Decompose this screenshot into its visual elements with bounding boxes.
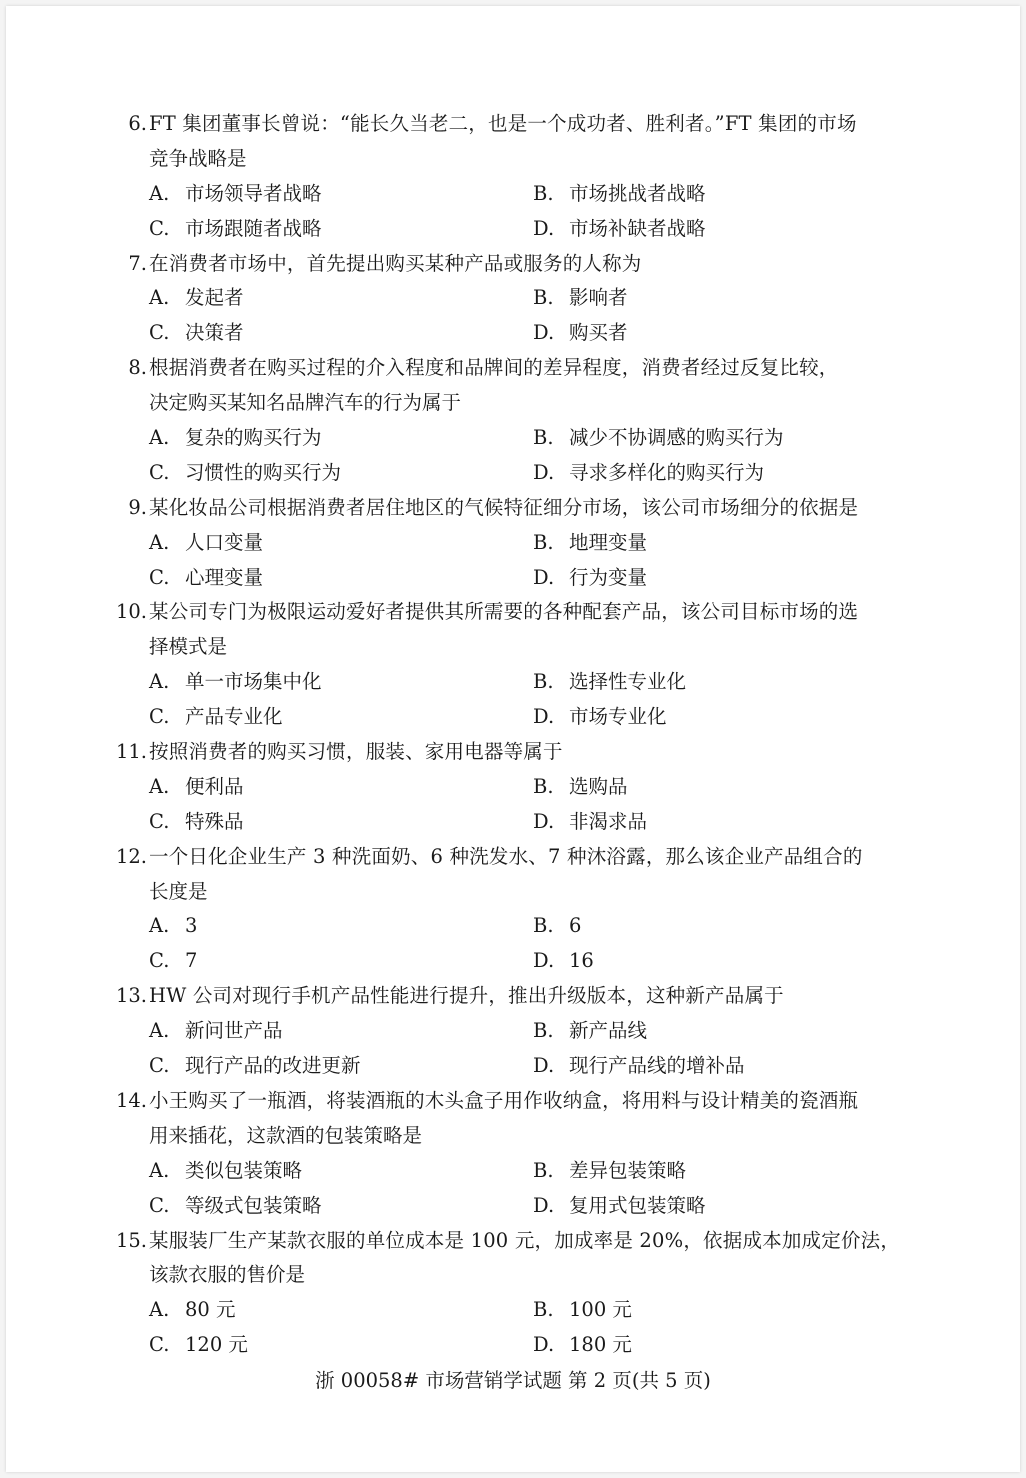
answer-option: [533, 456, 764, 491]
option-row: [6, 1154, 1020, 1189]
answer-option: [533, 421, 784, 456]
option-letter: D.: [533, 460, 555, 484]
answer-option: [533, 1189, 706, 1224]
option-letter: B.: [533, 181, 554, 205]
option-row: [6, 456, 1020, 491]
option-letter: B.: [533, 1298, 554, 1322]
option-letter: A.: [149, 426, 170, 450]
option-text: 6: [569, 914, 582, 938]
answer-option: [149, 700, 283, 735]
option-letter: B.: [533, 426, 554, 450]
option-text: 选购品: [569, 774, 628, 798]
option-letter: C.: [149, 1054, 170, 1078]
answer-option: [149, 909, 197, 944]
option-row: [6, 1293, 1020, 1328]
option-text: 新产品线: [569, 1019, 648, 1043]
option-row: [6, 909, 1020, 944]
option-text: 影响者: [569, 286, 628, 310]
question-stem-text: 根据消费者在购买过程的介入程度和品牌间的差异程度，消费者经过反复比较，: [149, 356, 839, 380]
option-text: 7: [185, 949, 198, 973]
answer-option: [149, 1328, 248, 1363]
answer-option: [533, 1328, 632, 1363]
option-text: 减少不协调感的购买行为: [569, 426, 784, 450]
question-stem-line: [6, 875, 1020, 910]
option-text: 市场跟随者战略: [185, 216, 322, 240]
option-letter: C.: [149, 809, 170, 833]
option-row: [6, 177, 1020, 212]
option-text: 市场挑战者战略: [569, 181, 706, 205]
answer-option: [533, 1293, 632, 1328]
question-15: [6, 1224, 1020, 1364]
option-row: [6, 421, 1020, 456]
answer-option: [149, 456, 341, 491]
option-letter: A.: [149, 286, 170, 310]
question-stem-text: FT 集团董事长曾说：“能长久当老二，也是一个成功者、胜利者。”FT 集团的市场: [149, 112, 857, 135]
option-row: [6, 1189, 1020, 1224]
option-text: 地理变量: [569, 530, 648, 554]
option-letter: D.: [533, 216, 555, 240]
question-14: [6, 1084, 1020, 1224]
answer-option: [533, 944, 594, 979]
option-row: [6, 1328, 1020, 1363]
answer-option: [533, 1154, 686, 1189]
option-letter: A.: [149, 670, 170, 694]
answer-option: [149, 1293, 236, 1328]
option-text: 120 元: [185, 1333, 248, 1357]
option-text: 复用式包装策略: [569, 1193, 706, 1217]
question-11: [6, 735, 1020, 840]
question-stem-text: 按照消费者的购买习惯，服装、家用电器等属于: [149, 740, 563, 764]
option-row: [6, 561, 1020, 596]
answer-option: [149, 1189, 322, 1224]
option-text: 行为变量: [569, 565, 648, 589]
option-letter: C.: [149, 705, 170, 729]
answer-option: [149, 212, 322, 247]
option-letter: D.: [533, 1193, 555, 1217]
answer-option: [533, 1049, 745, 1084]
option-letter: B.: [533, 1019, 554, 1043]
option-letter: A.: [149, 181, 170, 205]
question-stem-line: [6, 247, 1020, 282]
question-8: [6, 351, 1020, 491]
option-text: 市场领导者战略: [185, 181, 322, 205]
answer-option: [533, 665, 686, 700]
option-text: 选择性专业化: [569, 670, 687, 694]
question-number: 9.: [128, 495, 147, 519]
question-stem-text: 某化妆品公司根据消费者居住地区的气候特征细分市场，该公司市场细分的依据是: [149, 495, 859, 519]
option-letter: D.: [533, 809, 555, 833]
answer-option: [149, 805, 244, 840]
question-number: 7.: [128, 251, 147, 275]
option-text: 习惯性的购买行为: [185, 460, 342, 484]
answer-option: [533, 909, 581, 944]
option-text: 80 元: [185, 1298, 236, 1322]
answer-option: [149, 770, 244, 805]
question-13: [6, 979, 1020, 1084]
option-text: 市场补缺者战略: [569, 216, 706, 240]
question-9: [6, 491, 1020, 596]
question-number: 6.: [128, 112, 147, 135]
answer-option: [149, 1049, 361, 1084]
question-stem-line: [6, 979, 1020, 1014]
question-stem-text: 小王购买了一瓶酒，将装酒瓶的木头盒子用作收纳盒，将用料与设计精美的瓷酒瓶: [149, 1088, 859, 1112]
question-stem-line: [6, 107, 1020, 142]
answer-option: [533, 526, 647, 561]
option-row: [6, 665, 1020, 700]
option-letter: B.: [533, 530, 554, 554]
answer-option: [533, 1014, 647, 1049]
option-letter: D.: [533, 321, 555, 345]
question-10: [6, 595, 1020, 735]
question-stem-line: [6, 630, 1020, 665]
option-letter: B.: [533, 286, 554, 310]
option-text: 购买者: [569, 321, 628, 345]
option-letter: A.: [149, 1158, 170, 1182]
question-stem-text: 某服装厂生产某款衣服的单位成本是 100 元，加成率是 20%，依据成本加成定价法，: [149, 1228, 901, 1252]
option-text: 100 元: [569, 1298, 632, 1322]
answer-option: [149, 1014, 283, 1049]
option-row: [6, 944, 1020, 979]
question-stem-line: [6, 735, 1020, 770]
question-number: 14.: [115, 1088, 147, 1112]
option-letter: B.: [533, 774, 554, 798]
question-stem-text: 在消费者市场中，首先提出购买某种产品或服务的人称为: [149, 251, 642, 275]
question-stem-line: [6, 142, 1020, 177]
option-text: 心理变量: [185, 565, 264, 589]
option-text: 决策者: [185, 321, 244, 345]
option-row: [6, 1049, 1020, 1084]
option-text: 类似包装策略: [185, 1158, 303, 1182]
option-text: 便利品: [185, 774, 244, 798]
option-letter: A.: [149, 530, 170, 554]
question-7: [6, 247, 1020, 352]
question-list: [6, 107, 1020, 1363]
option-letter: C.: [149, 1193, 170, 1217]
answer-option: [149, 421, 322, 456]
answer-option: [533, 561, 647, 596]
option-text: 非渴求品: [569, 809, 648, 833]
question-number: 15.: [115, 1228, 147, 1252]
option-letter: B.: [533, 914, 554, 938]
answer-option: [149, 1154, 302, 1189]
question-stem-text: 一个日化企业生产 3 种洗面奶、6 种洗发水、7 种沐浴露，那么该企业产品组合的: [149, 844, 863, 868]
answer-option: [149, 316, 244, 351]
option-row: [6, 805, 1020, 840]
question-stem-text: 该款衣服的售价是: [149, 1263, 306, 1287]
option-text: 单一市场集中化: [185, 670, 322, 694]
option-letter: C.: [149, 1333, 170, 1357]
option-text: 16: [569, 949, 594, 973]
option-text: 特殊品: [185, 809, 244, 833]
question-stem-text: HW 公司对现行手机产品性能进行提升，推出升级版本，这种新产品属于: [149, 984, 784, 1008]
option-row: [6, 281, 1020, 316]
option-row: [6, 770, 1020, 805]
option-letter: C.: [149, 565, 170, 589]
question-stem-line: [6, 1084, 1020, 1119]
option-letter: A.: [149, 914, 170, 938]
question-stem-text: 决定购买某知名品牌汽车的行为属于: [149, 391, 462, 415]
option-letter: D.: [533, 1333, 555, 1357]
question-stem-text: 择模式是: [149, 635, 228, 659]
answer-option: [149, 177, 322, 212]
exam-page: [6, 6, 1020, 1472]
option-letter: C.: [149, 321, 170, 345]
answer-option: [149, 665, 322, 700]
option-letter: A.: [149, 1298, 170, 1322]
option-letter: B.: [533, 670, 554, 694]
question-stem-line: [6, 840, 1020, 875]
question-stem-text: 某公司专门为极限运动爱好者提供其所需要的各种配套产品，该公司目标市场的选: [149, 600, 859, 624]
option-text: 现行产品线的增补品: [569, 1054, 745, 1078]
page-footer: 浙 00058# 市场营销学试题 第 2 页(共 5 页): [315, 1369, 711, 1392]
option-letter: A.: [149, 1019, 170, 1043]
question-stem-line: [6, 595, 1020, 630]
question-stem-line: [6, 351, 1020, 386]
option-row: [6, 700, 1020, 735]
question-stem-line: [6, 491, 1020, 526]
option-letter: A.: [149, 774, 170, 798]
question-stem-line: [6, 386, 1020, 421]
option-text: 新问世产品: [185, 1019, 283, 1043]
question-number: 12.: [115, 844, 147, 868]
answer-option: [533, 805, 647, 840]
option-text: 发起者: [185, 286, 244, 310]
answer-option: [533, 700, 667, 735]
question-stem-text: 竞争战略是: [149, 146, 247, 170]
answer-option: [533, 316, 628, 351]
option-text: 市场专业化: [569, 705, 667, 729]
option-letter: D.: [533, 1054, 555, 1078]
answer-option: [533, 212, 706, 247]
answer-option: [533, 281, 628, 316]
question-stem-line: [6, 1224, 1020, 1259]
option-letter: D.: [533, 565, 555, 589]
question-stem-line: [6, 1119, 1020, 1154]
answer-option: [533, 770, 628, 805]
option-text: 产品专业化: [185, 705, 283, 729]
option-letter: B.: [533, 1158, 554, 1182]
option-text: 复杂的购买行为: [185, 426, 322, 450]
option-text: 180 元: [569, 1333, 632, 1357]
question-number: 11.: [115, 740, 147, 764]
answer-option: [149, 944, 197, 979]
answer-option: [533, 177, 706, 212]
option-row: [6, 212, 1020, 247]
option-text: 等级式包装策略: [185, 1193, 322, 1217]
option-letter: C.: [149, 460, 170, 484]
option-text: 现行产品的改进更新: [185, 1054, 361, 1078]
option-letter: D.: [533, 949, 555, 973]
answer-option: [149, 281, 244, 316]
question-number: 13.: [115, 984, 147, 1008]
option-text: 3: [185, 914, 198, 938]
option-text: 人口变量: [185, 530, 264, 554]
option-row: [6, 1014, 1020, 1049]
option-letter: D.: [533, 705, 555, 729]
option-letter: C.: [149, 216, 170, 240]
question-number: 10.: [115, 600, 147, 624]
question-12: [6, 840, 1020, 980]
answer-option: [149, 561, 263, 596]
option-text: 差异包装策略: [569, 1158, 687, 1182]
option-row: [6, 526, 1020, 561]
option-row: [6, 316, 1020, 351]
question-6: [6, 107, 1020, 247]
question-number: 8.: [128, 356, 147, 380]
question-stem-text: 用来插花，这款酒的包装策略是: [149, 1123, 423, 1147]
question-stem-line: [6, 1258, 1020, 1293]
option-text: 寻求多样化的购买行为: [569, 460, 765, 484]
answer-option: [149, 526, 263, 561]
option-letter: C.: [149, 949, 170, 973]
question-stem-text: 长度是: [149, 879, 208, 903]
